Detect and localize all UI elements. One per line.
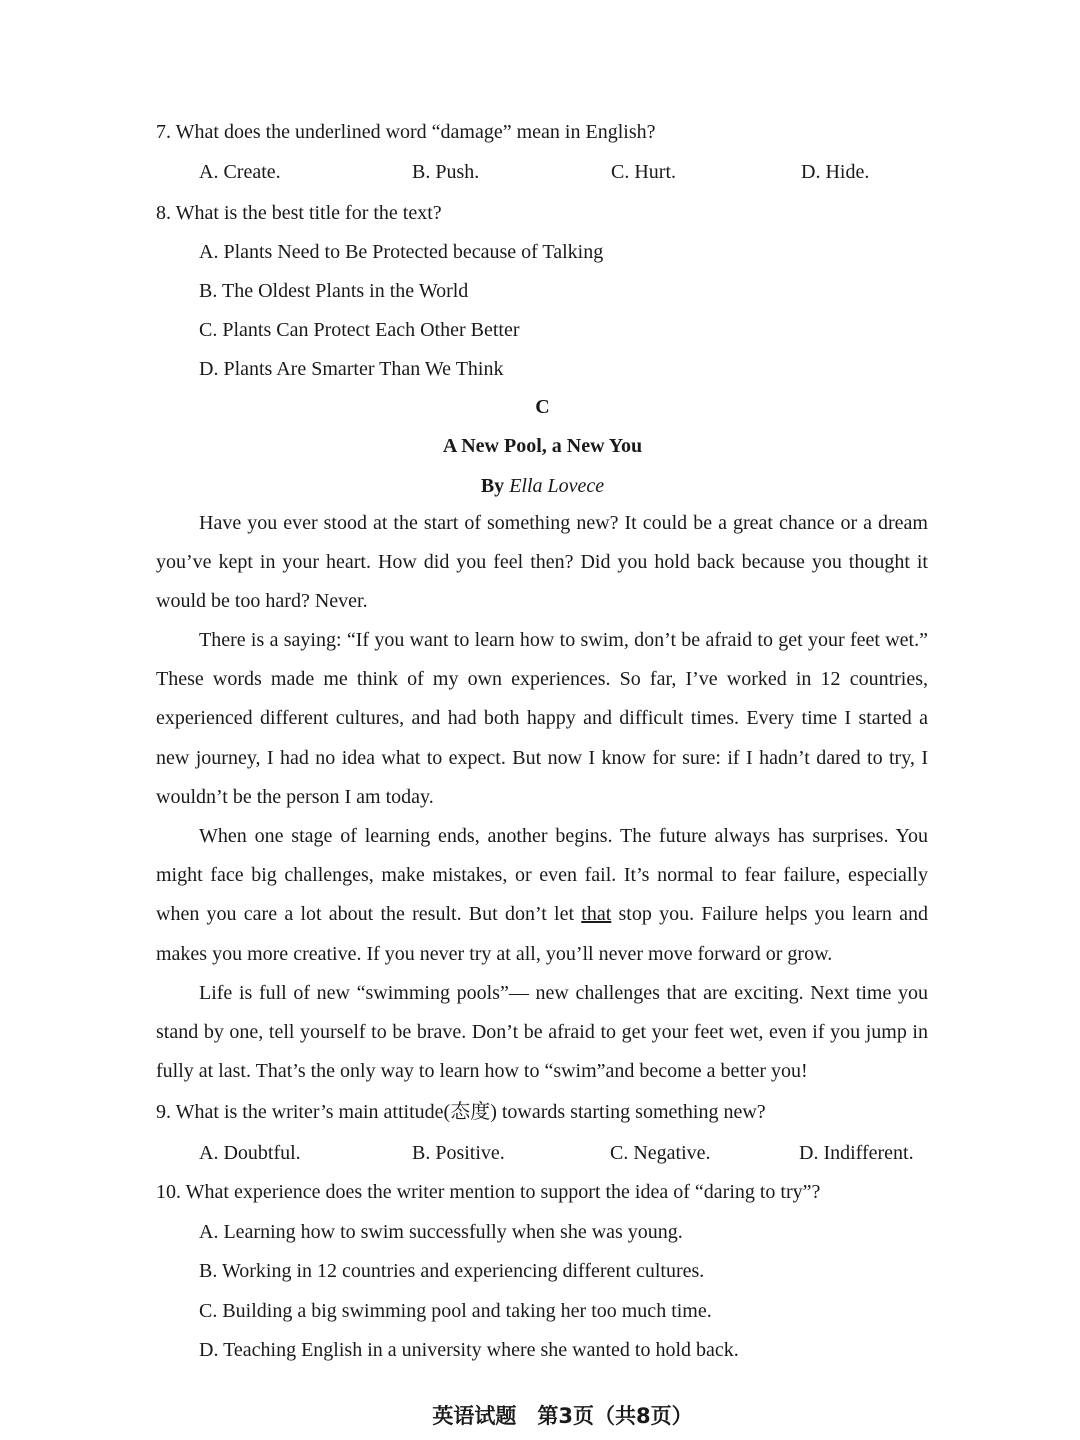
q10-option-b: B. Working in 12 countries and experiencing different cultures.: [199, 1260, 705, 1282]
question-7: 7. What does the underlined word “damage” mean in English?: [156, 121, 656, 143]
q9-option-a: A. Doubtful.: [199, 1142, 301, 1164]
q7-option-d: D. Hide.: [801, 161, 870, 183]
q7-option-c: C. Hurt.: [611, 161, 676, 183]
q8-option-b: B. The Oldest Plants in the World: [199, 280, 469, 302]
q8-option-d: D. Plants Are Smarter Than We Think: [199, 358, 504, 380]
q7-option-a: A. Create.: [199, 161, 281, 183]
byline-author: Ella Lovece: [509, 475, 605, 497]
p3-text-after: stop you. Failure helps you learn and makes you more creative. If you never try at all, you’ll never move forward or grow.: [156, 903, 928, 965]
passage-paragraph-3: [156, 817, 928, 974]
byline-by: By: [480, 475, 505, 497]
q9-option-d: D. Indifferent.: [799, 1142, 914, 1164]
section-letter: C: [535, 396, 550, 418]
page-footer: 英语试题 第3页（共8页）: [432, 1404, 693, 1428]
passage-paragraph-1: Have you ever stood at the start of something new? It could be a great chance or a dream you’ve kept in your heart. How did you feel then? Did you hold back because you thought it would be too hard? Never.: [156, 512, 928, 613]
q7-option-b: B. Push.: [412, 161, 480, 183]
q8-option-c: C. Plants Can Protect Each Other Better: [199, 319, 520, 341]
q10-option-a: A. Learning how to swim successfully when she was young.: [199, 1221, 683, 1243]
passage-paragraph-4: Life is full of new “swimming pools”— new challenges that are exciting. Next time you stand by one, tell yourself to be brave. Don’t be afraid to get your feet wet, even if you jump in fully at last. That’s the only way to learn how to “swim”and become a better you!: [156, 982, 928, 1083]
q10-option-c: C. Building a big swimming pool and taking her too much time.: [199, 1300, 712, 1322]
passage-byline: [0, 474, 1080, 498]
p3-text-before: When one stage of learning ends, another begins. The future always has surprises. You might face big challenges, make mistakes, or even fail. It’s normal to fear failure, especially when you care a lot about the result. But don’t let: [156, 825, 928, 926]
passage-title: A New Pool, a New You: [442, 435, 643, 457]
p3-underlined-word: that: [581, 903, 612, 926]
question-10: 10. What experience does the writer mention to support the idea of “daring to try”?: [156, 1181, 821, 1203]
question-9: 9. What is the writer’s main attitude(态度) towards starting something new?: [156, 1101, 766, 1123]
q8-option-a: A. Plants Need to Be Protected because of Talking: [199, 241, 604, 263]
q10-option-d: D. Teaching English in a university where she wanted to hold back.: [199, 1339, 739, 1361]
question-8: 8. What is the best title for the text?: [156, 202, 442, 224]
q9-option-c: C. Negative.: [610, 1142, 711, 1164]
passage-paragraph-2: There is a saying: “If you want to learn how to swim, don’t be afraid to get your feet wet.” These words made me think of my own experiences. So far, I’ve worked in 12 countries, experienced different cultures, and had both happy and difficult times. Every time I started a new journey, I had no idea what to expect. But now I know for sure: if I hadn’t dared to try, I wouldn’t be the person I am today.: [156, 629, 928, 808]
q9-option-b: B. Positive.: [412, 1142, 505, 1164]
